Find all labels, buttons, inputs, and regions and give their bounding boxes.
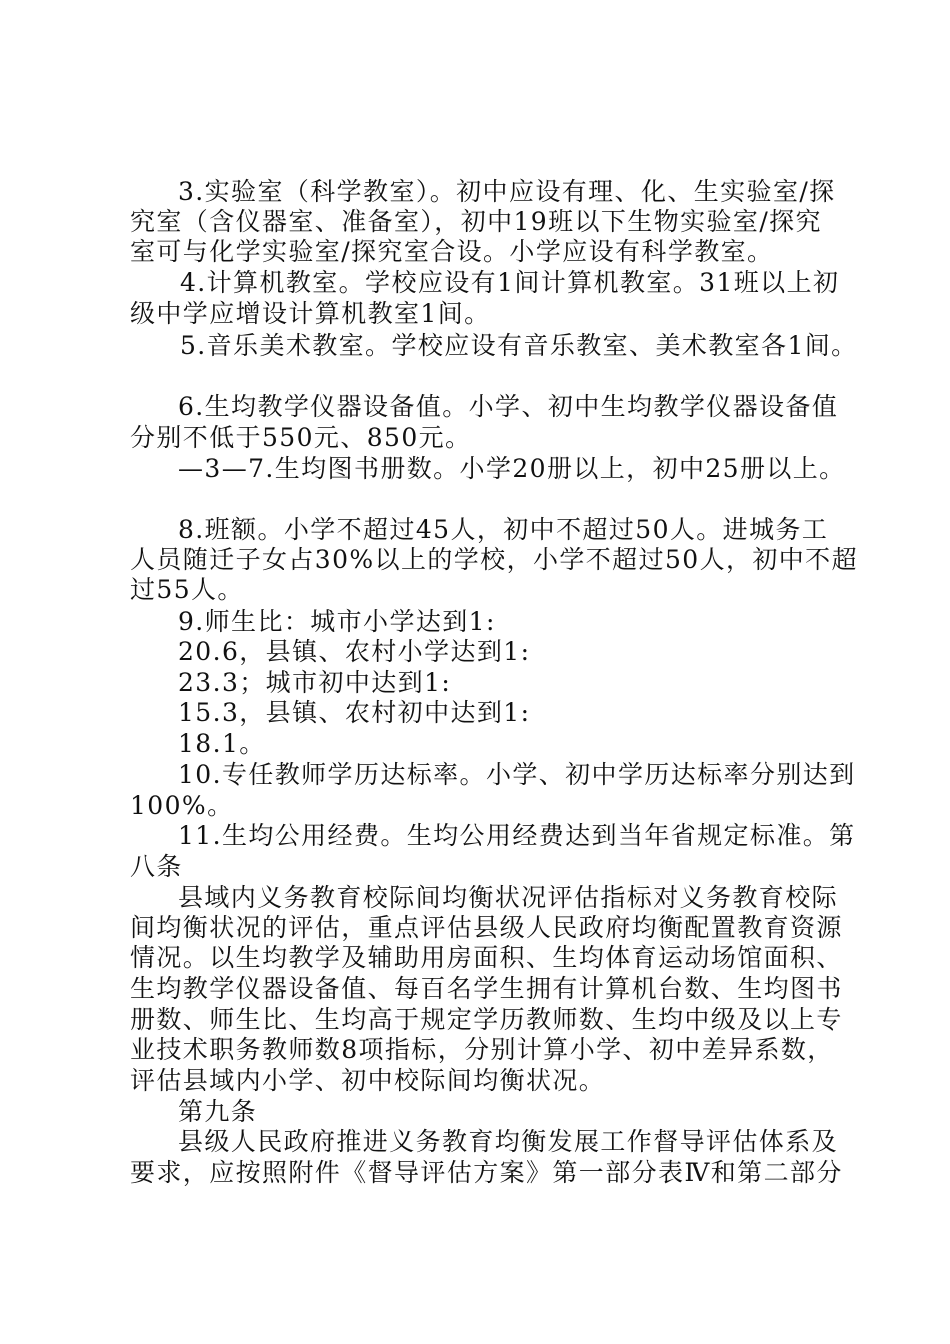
text-line: 10.专任教师学历达标率。小学、初中学历达标率分别达到	[178, 760, 856, 789]
text-line: 人员随迁子女占30%以上的学校，小学不超过50人，初中不超	[130, 545, 858, 574]
text-line: 100%。	[130, 791, 234, 820]
text-line: 县级人民政府推进义务教育均衡发展工作督导评估体系及	[178, 1127, 839, 1156]
text-line: 情况。以生均教学及辅助用房面积、生均体育运动场馆面积、	[130, 943, 843, 972]
text-line: 评估县域内小学、初中校际间均衡状况。	[130, 1066, 606, 1095]
text-line: 生均教学仪器设备值、每百名学生拥有计算机台数、生均图书	[130, 974, 843, 1003]
text-line: 3.实验室（科学教室）。初中应设有理、化、生实验室/探	[178, 177, 836, 206]
text-line: 第九条	[178, 1097, 258, 1126]
text-line: 间均衡状况的评估，重点评估县级人民政府均衡配置教育资源	[130, 913, 843, 942]
text-line: 4.计算机教室。学校应设有1间计算机教室。31班以上初	[180, 268, 840, 297]
text-line: 级中学应增设计算机教室1间。	[130, 299, 491, 328]
text-line: 册数、师生比、生均高于规定学历教师数、生均中级及以上专	[130, 1005, 843, 1034]
text-line: 要求，应按照附件《督导评估方案》第一部分表Ⅳ和第二部分	[130, 1158, 843, 1187]
text-line: 分别不低于550元、850元。	[130, 423, 472, 452]
text-line: 5.音乐美术教室。学校应设有音乐教室、美术教室各1间。	[180, 331, 858, 360]
text-line: 20.6，县镇、农村小学达到1:	[178, 637, 531, 666]
text-line: 八条	[130, 852, 183, 881]
text-line: —3—7.生均图书册数。小学20册以上，初中25册以上。	[178, 454, 846, 483]
text-line: 过55人。	[130, 575, 244, 604]
text-line: 6.生均教学仪器设备值。小学、初中生均教学仪器设备值	[178, 392, 839, 421]
text-line: 究室（含仪器室、准备室），初中19班以下生物实验室/探究	[130, 207, 822, 236]
text-line: 23.3；城市初中达到1:	[178, 668, 452, 697]
text-line: 11.生均公用经费。生均公用经费达到当年省规定标准。第	[178, 821, 856, 850]
text-line: 业技术职务教师数8项指标，分别计算小学、初中差异系数，	[130, 1035, 834, 1064]
text-line: 8.班额。小学不超过45人，初中不超过50人。进城务工	[178, 515, 829, 544]
text-line: 15.3，县镇、农村初中达到1:	[178, 698, 531, 727]
text-line: 9.师生比：城市小学达到1:	[178, 607, 496, 636]
text-line: 室可与化学实验室/探究室合设。小学应设有科学教室。	[130, 237, 774, 266]
text-line: 县域内义务教育校际间均衡状况评估指标对义务教育校际	[178, 883, 839, 912]
text-line: 18.1。	[178, 729, 266, 758]
